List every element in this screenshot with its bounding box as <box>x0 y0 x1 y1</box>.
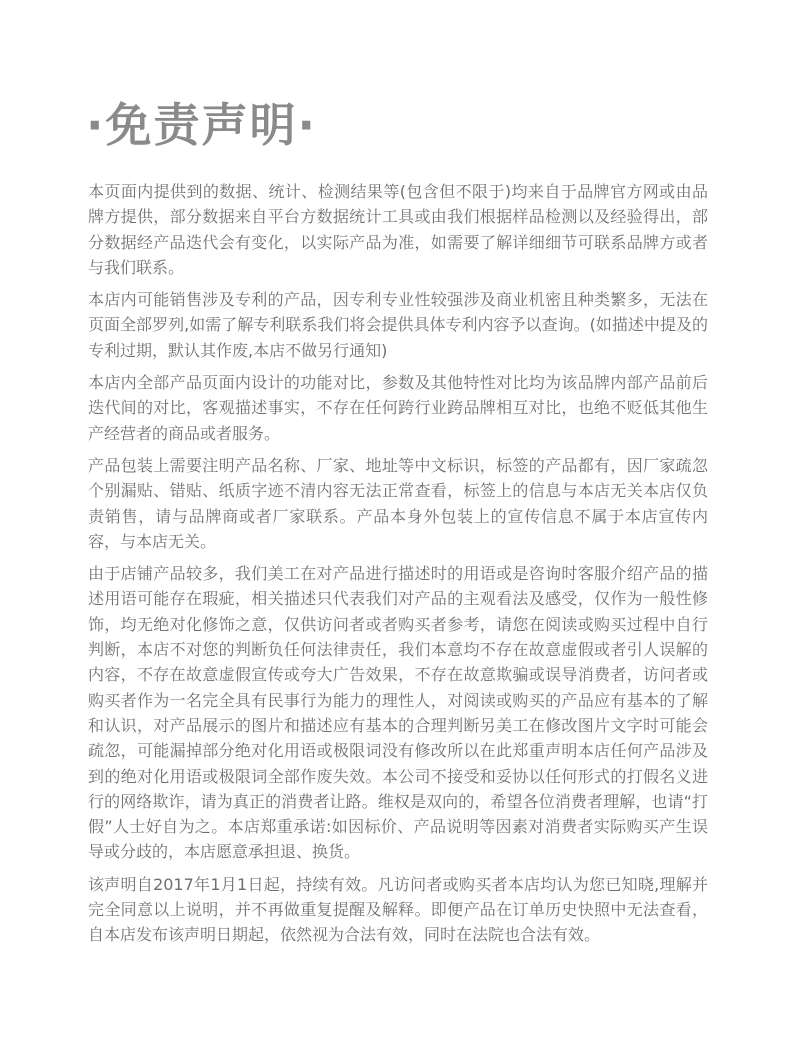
title-dot-right: · <box>297 98 317 152</box>
paragraph-packaging: 产品包装上需要注明产品名称、厂家、地址等中文标识，标签的产品都有，因厂家疏忽个别漏贴、错贴、纸质字迹不清内容无法正常查看，标签上的信息与本店无关本店仅负责销售，请与品牌商或者厂家联系。产品本身外包装上的宣传信息不属于本店宣传内容，与本店无关。 <box>88 455 708 551</box>
paragraph-data-source: 本页面内提供到的数据、统计、检测结果等(包含但不限于)均来自于品牌官方网或由品牌方提供，部分数据来自平台方数据统计工具或由我们根据样品检测以及经验得出，部分数据经产品迭代会有变化，以实际产品为准，如需要了解详细细节可联系品牌方或者与我们联系。 <box>88 182 708 277</box>
title-dot-left: · <box>86 98 106 152</box>
paragraph-effective-date: 该声明自2017年1月1日起，持续有效。凡访问者或购买者本店均认为您已知晓,理解并完全同意以上说明，并不再做重复提醒及解释。即便产品在订单历史快照中无法查看，自本店发布该声明日期起，依然视为合法有效，同时在法院也合法有效。 <box>88 874 708 945</box>
paragraph-wording: 由于店铺产品较多，我们美工在对产品进行描述时的用语或是咨询时客服介绍产品的描述用语可能存在瑕疵，相关描述只代表我们对产品的主观看法及感受，仅作为一般性修饰，均无绝对化修饰之意，仅供访问者或者购买者参考，请您在阅读或购买过程中自行判断，本店不对您的判断负任何法律责任，我们本意均不存在故意虚假或者引人误解的内容，不存在故意虚假宣传或夸大广告效果，不存在故意欺骗或误导消费者，访问者或购买者作为一名完全具有民事行为能力的理性人，对阅读或购买的产品应有基本的了解和认识，对产品展示的图片和描述应有基本的合理判断另美工在修改图片文字时可能会疏忽，可能漏掉部分绝对化用语或极限词没有修改所以在此郑重声明本店任何产品涉及到的绝对化用语或极限词全部作废失效。本公司不接受和妥协以任何形式的打假名义进行的网络欺诈，请为真正的消费者让路。维权是双向的，希望各位消费者理解，也请“打假”人士好自为之。本店郑重承诺:如因标价、产品说明等因素对消费者实际购买产生误导或分歧的，本店愿意承担退、换货。 <box>88 564 708 862</box>
paragraph-comparison: 本店内全部产品页面内设计的功能对比，参数及其他特性对比均为该品牌内部产品前后迭代间的对比，客观描述事实，不存在任何跨行业跨品牌相互对比，也绝不贬低其他生产经营者的商品或者服务。 <box>88 373 708 443</box>
page-title <box>86 93 317 157</box>
paragraph-patent: 本店内可能销售涉及专利的产品，因专利专业性较强涉及商业机密且种类繁多，无法在页面全部罗列,如需了解专利联系我们将会提供具体专利内容予以查询。(如描述中提及的专利过期，默认其作废,本店不做另行通知) <box>88 290 708 360</box>
title-text: 免责声明 <box>105 98 298 152</box>
disclaimer-body <box>88 179 708 955</box>
